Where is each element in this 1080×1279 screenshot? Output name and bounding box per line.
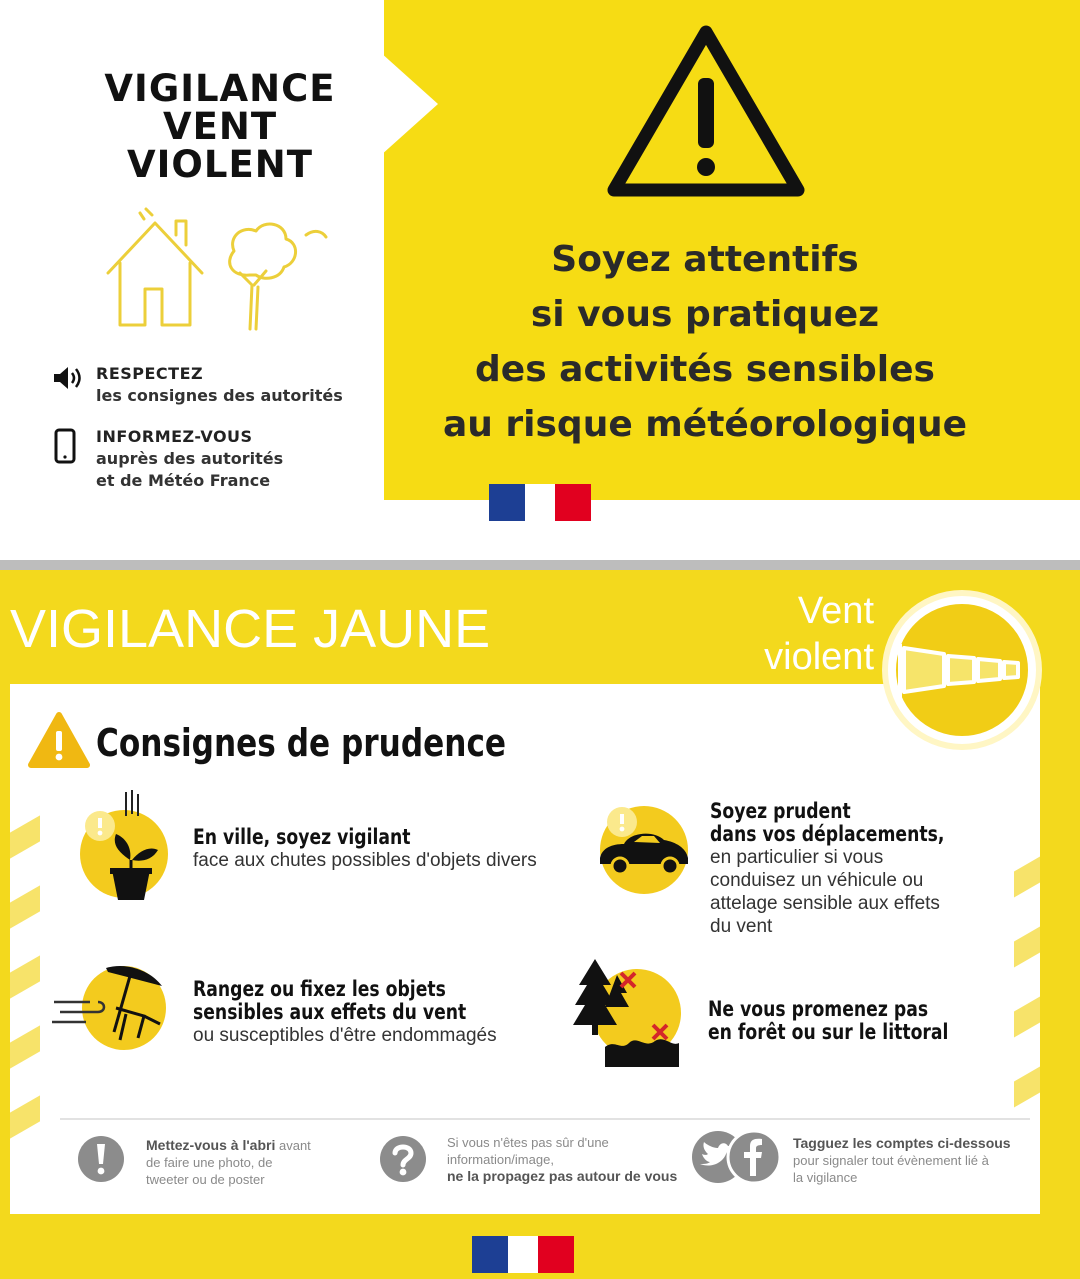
footer-tag-line-2: la vigilance: [793, 1170, 858, 1185]
tip-secure: [193, 978, 593, 1047]
message-line-4: au risque météorologique: [442, 404, 968, 445]
title-line-2: VENT: [162, 105, 278, 148]
tip-forest: [708, 998, 1080, 1044]
left-stripe: [10, 885, 40, 928]
footer-misinfo-line-1: Si vous n'êtes pas sûr d'une: [447, 1135, 609, 1150]
right-stripe: [1014, 1066, 1040, 1107]
inform-heading: INFORMEZ-VOUS: [96, 427, 253, 446]
footer-shelter-line-1: avant: [278, 1138, 311, 1153]
tip-city-body: face aux chutes possibles d'objets divers: [193, 850, 537, 871]
vigilance-title: [60, 67, 380, 186]
footer-shelter-bold: Mettez-vous à l'abri: [146, 1137, 276, 1153]
twitter-facebook-icon: [688, 1128, 784, 1186]
respect-body: les consignes des autorités: [96, 386, 343, 405]
tip-travel-title-2: dans vos déplacements,: [710, 822, 945, 846]
footer-tag-bold: Tagguez les comptes ci-dessous: [793, 1135, 1011, 1151]
section-title: Consignes de prudence: [96, 721, 507, 765]
republique-logo-bottom: [472, 1236, 574, 1273]
tip-travel: [710, 800, 1080, 938]
main-message: [420, 232, 990, 452]
footer-misinfo-bold: ne la propagez pas autour de vous: [447, 1168, 678, 1184]
tip-forest-title-2: en forêt ou sur le littoral: [708, 1020, 949, 1044]
vigilance-level-title: VIGILANCE JAUNE: [10, 599, 491, 659]
caution-triangle-icon: [28, 711, 90, 769]
falling-pot-icon: [78, 790, 178, 902]
respect-instruction: [52, 363, 372, 413]
question-icon: [378, 1134, 428, 1184]
speaker-icon: [52, 365, 86, 391]
card-separator: [0, 560, 1080, 570]
footer-shelter-line-2: de faire une photo, de: [146, 1155, 273, 1170]
tip-secure-title-2: sensibles aux effets du vent: [193, 1000, 467, 1024]
footer-misinfo-line-2: information/image,: [447, 1152, 554, 1167]
message-line-1: Soyez attentifs: [551, 239, 859, 280]
inform-body-2: et de Météo France: [96, 471, 271, 490]
footer-divider: [60, 1118, 1030, 1120]
parasol-chair-icon: [50, 962, 182, 1052]
tip-forest-title-1: Ne vous promenez pas: [708, 997, 929, 1021]
left-stripe: [10, 815, 40, 858]
hazard-label: [700, 588, 874, 680]
footer-tag-line-1: pour signaler tout évènement lié à: [793, 1153, 989, 1168]
title-line-3: VIOLENT: [127, 143, 313, 186]
windsock-icon: [878, 586, 1046, 754]
left-stripe: [10, 1095, 40, 1138]
tip-travel-title-1: Soyez prudent: [710, 799, 851, 823]
hazard-line-2: violent: [764, 636, 874, 678]
tip-travel-body-3: attelage sensible aux effets: [710, 893, 940, 914]
inform-body-1: auprès des autorités: [96, 449, 284, 468]
car-icon: [594, 800, 694, 896]
footer-tag-accounts: [793, 1135, 1011, 1186]
phone-icon: [52, 428, 78, 464]
panel-notch: [380, 52, 438, 156]
tip-travel-body-4: du vent: [710, 916, 773, 937]
tip-city-title: En ville, soyez vigilant: [193, 825, 411, 849]
message-line-2: si vous pratiquez: [530, 294, 880, 335]
footer-shelter: [146, 1137, 311, 1188]
left-stripe: [10, 1025, 40, 1068]
forest-coast-icon: [565, 955, 685, 1071]
republique-logo: [489, 484, 591, 521]
tip-city: [193, 826, 593, 872]
message-line-3: des activités sensibles: [475, 349, 935, 390]
house-tree-icon: [100, 205, 332, 333]
warning-triangle-icon: [606, 22, 806, 202]
footer-misinformation: [447, 1134, 677, 1185]
inform-instruction: [52, 426, 372, 496]
footer-shelter-line-3: tweeter ou de poster: [146, 1172, 265, 1187]
left-stripe: [10, 955, 40, 998]
respect-heading: RESPECTEZ: [96, 364, 204, 383]
tip-travel-body-1: en particulier si vous: [710, 847, 884, 868]
tip-travel-body-2: conduisez un véhicule ou: [710, 870, 924, 891]
hazard-line-1: Vent: [797, 590, 874, 632]
tip-secure-body: ou susceptibles d'être endommagés: [193, 1025, 497, 1046]
exclamation-icon: [76, 1134, 126, 1184]
tip-secure-title-1: Rangez ou fixez les objets: [193, 977, 446, 1001]
title-line-1: VIGILANCE: [104, 67, 336, 110]
